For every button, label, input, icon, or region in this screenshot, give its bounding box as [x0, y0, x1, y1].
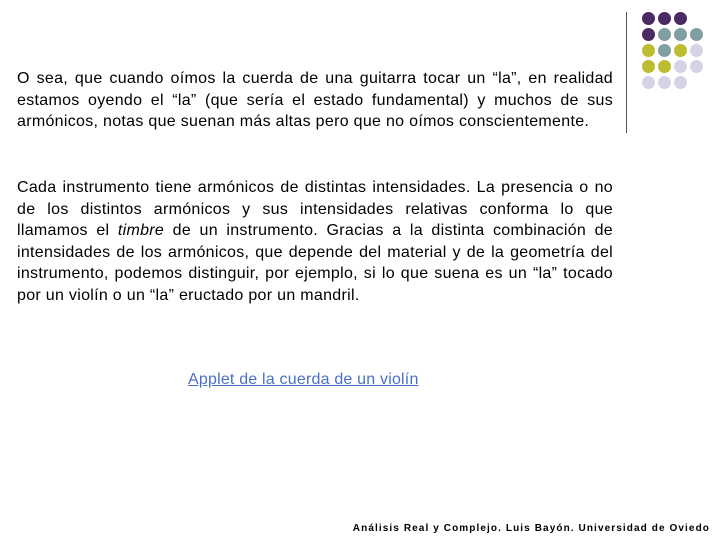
decoration-dot [674, 76, 687, 89]
decoration-dot [642, 12, 655, 25]
paragraph-harmonics: O sea, que cuando oímos la cuerda de una guitarra tocar un “la”, en realidad estamos oyendo el “la” (que sería el estado fundamental) y muchos de sus armónicos, notas que suenan más altas pero que no oímos conscientemente. [17, 70, 613, 130]
decoration-dot [642, 76, 655, 89]
decoration-dot [658, 28, 671, 41]
decoration-dot [690, 44, 703, 57]
paragraph-timbre-part1: Cada instrumento tiene armónicos de distintas intensidades. La presencia o no de los distintos armónicos y sus intensidades relativas conforma lo que llamamos el [17, 179, 613, 239]
decoration-dot [658, 76, 671, 89]
decoration-dot [674, 60, 687, 73]
decoration-dot [658, 44, 671, 57]
footer-credit: Análisis Real y Complejo. Luis Bayón. Universidad de Oviedo [352, 523, 710, 534]
decoration-dot [674, 28, 687, 41]
decoration-dot [674, 12, 687, 25]
timbre-term: timbre [117, 222, 165, 239]
paragraph-timbre [17, 177, 613, 306]
vertical-divider [626, 12, 627, 133]
paragraph-timbre-part2: de un instrumento. Gracias a la distinta combinación de intensidades de los armónicos, que depende del material y de la geometría del instrumento, podemos distinguir, por ejemplo, si lo que suena es un “la” tocado por un violín o un “la” eructado por un mandril. [17, 222, 613, 304]
decoration-dot [642, 28, 655, 41]
decoration-dot [642, 44, 655, 57]
violin-string-applet-link[interactable]: Applet de la cuerda de un violín [188, 371, 419, 388]
decoration-dot [690, 60, 703, 73]
decoration-dot [674, 44, 687, 57]
decoration-dot [690, 28, 703, 41]
decoration-dot [642, 60, 655, 73]
decoration-dot [658, 60, 671, 73]
decoration-dot [658, 12, 671, 25]
